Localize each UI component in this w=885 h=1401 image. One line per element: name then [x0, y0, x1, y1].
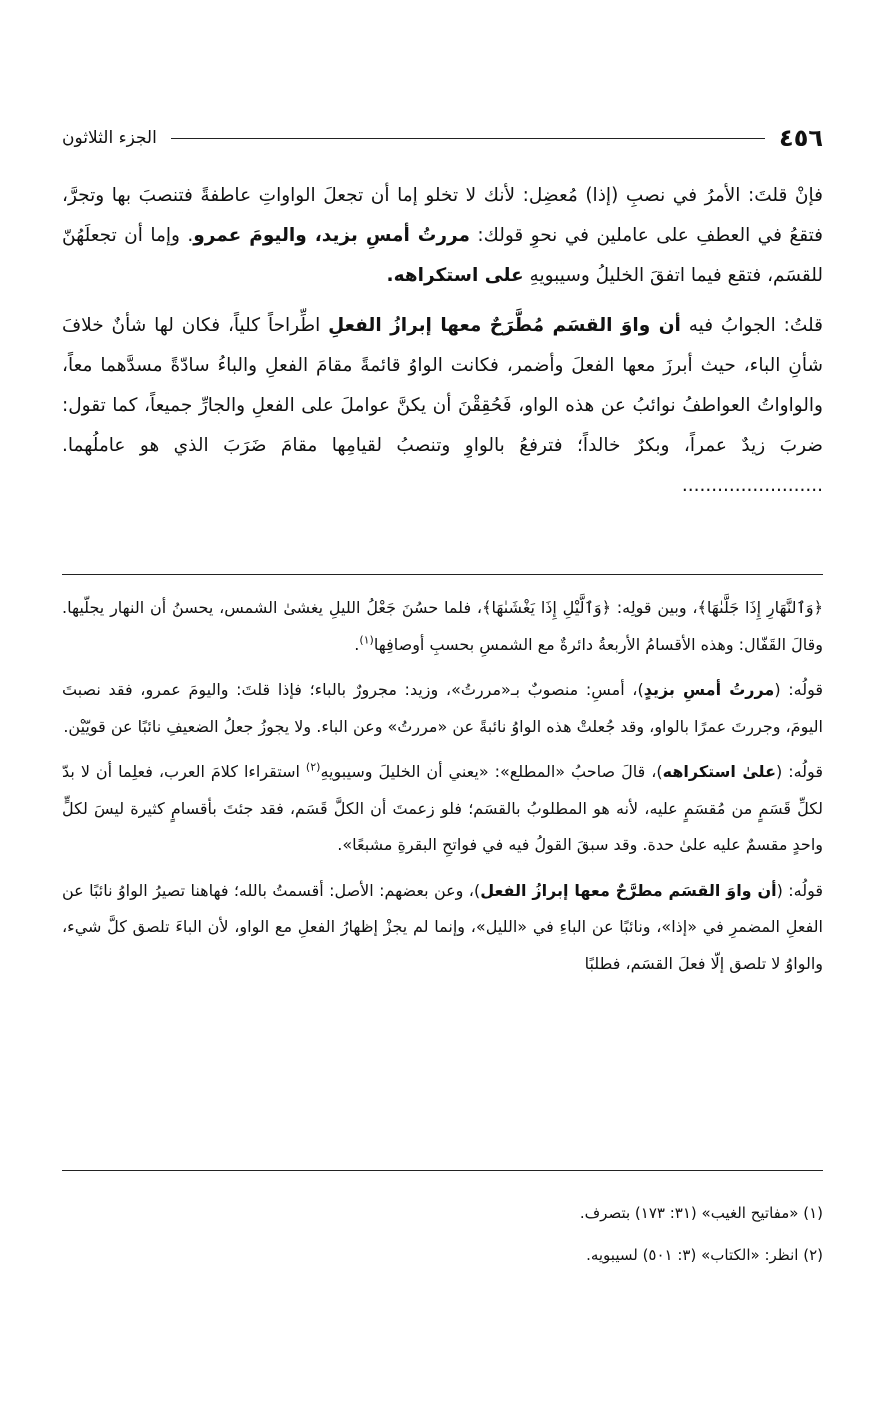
p2-bold-quote: أن واوَ القسَم مُطَّرَحٌ معها إبرازُ الفعلِ [328, 315, 681, 336]
footnote-1: (١) «مفاتيح الغيب» (٣١: ١٧٣) بتصرف. [579, 1204, 823, 1222]
footnote-2: (٢) انظر: «الكتاب» (٣: ٥٠١) لسيبويه. [586, 1246, 823, 1264]
p1-text-c: . وإما أن تجعلَهُنّ للقسَم، فتقع فيما اتفقَ الخليلُ وسيبويهِ [62, 225, 823, 286]
header-rule [171, 138, 765, 139]
c2-bold: مررتُ أمسِ بزيدٍ [643, 680, 775, 699]
c2-text-c: )، أمسِ: منصوبٌ بـ«مررتُ»، وزيد: مجرورٌ بالباء؛ فإذا قلتَ: واليومَ عمرو، فقد نصبتَ اليومَ، وجررتَ عمرًا بالواو، وقد جُعلتْ هذه الواوُ نائبةً عن «مررتُ» وعن الباء. ولا يجوزُ جعلُ الضعيفِ نائبًا عن قويّيْن. [62, 680, 823, 736]
commentary-text [62, 590, 823, 991]
footnote-ref-2: (٢) [305, 760, 321, 774]
main-paragraph-1 [62, 176, 823, 296]
commentary-paragraph-4 [62, 873, 823, 983]
c3-bold: علىٰ استكراهه [662, 762, 776, 781]
page-number: ٤٥٦ [779, 124, 823, 152]
p1-bold-istikrah: على استكراهه. [386, 265, 524, 286]
commentary-paragraph-2 [62, 672, 823, 745]
c4-text-c: )، وعن بعضهم: الأصل: أقسمتُ بالله؛ فهاهنا تصيرُ الواوُ نائبًا عن الفعلِ المضمرِ في «إذا»، ونائبًا عن الباءِ في «الليل»، وإنما لم يجزْ إظهارُ الفعلِ مع الواو، لأن الباءَ تلصق كلَّ شيء، والواوُ لا تلصق إلّا فعلَ القسَم، فطلبًا [62, 880, 823, 973]
main-text [62, 176, 823, 516]
footnotes [62, 1196, 823, 1280]
commentary-divider [62, 574, 823, 575]
p1-text-a: فإنْ قلتَ: الأمرُ في نصبِ (إذا) مُعضِل: لأنك لا تخلو إما أن تجعلَ الواواتِ عاطفةً فتنصبَ بها وتجرَّ، فتقعُ في العطفِ على عاملين في نحوِ قولك: [62, 185, 823, 246]
main-paragraph-2 [62, 306, 823, 506]
footnote-ref-1: (١) [359, 633, 374, 647]
c4-bold: أن واوَ القسَم مطرَّحٌ معها إبرازُ الفعل [480, 880, 777, 900]
p2-text-c: اطِّراحاً كلياً، فكان لها شأنٌ خلافَ شأنِ الباء، حيث أبرزَ معها الفعلَ وأضمر، فكانت الواوُ قائمةً مقامَ الفعلِ والباءُ سادّةً مسدَّهما معاً، والواواتُ العواطفُ نوائبُ عن هذه الواو، فَحُقِقْنَ أن يكنَّ عواملَ على الفعلِ والجارِّ جميعاً، كما تقول: ضربَ زيدٌ عمراً، وبكرٌ خالداً؛ فترفعُ بالواوِ وتنصبُ لقيامِها مقامَ ضَرَبَ الذي هو عاملُهما. [62, 315, 823, 456]
page-header [62, 118, 823, 158]
c3-text-a: قولُه: ( [776, 762, 823, 781]
c2-text-a: قولُه: ( [774, 680, 823, 699]
c1-text: ﴿وَٱلنَّهَارِ إِذَا جَلَّىٰهَا﴾، وبين قولِه: ﴿وَٱلَّيْلِ إِذَا يَغْشَىٰهَا﴾، فلما حسُنَ جَعْلُ الليلِ يغشىٰ الشمس، يحسنُ أن النهار يجلّيها. وقالَ القَفّال: وهذه الأقسامُ الأربعةُ دائرةٌ مع الشمسِ بحسبِ أوصافِها [62, 598, 823, 654]
p1-bold-example: مررتُ أمسِ بزيد، واليومَ عمرو [193, 225, 470, 246]
commentary-paragraph-1 [62, 590, 823, 663]
c1-end: . [354, 634, 360, 654]
c4-text-a: قولُه: ( [776, 880, 823, 900]
footnotes-divider [62, 1170, 823, 1171]
p2-dots: ........................ [681, 475, 823, 496]
commentary-paragraph-3 [62, 754, 823, 864]
p2-text-a: قلتُ: الجوابُ فيه [680, 315, 823, 336]
running-title: الجزء الثلاثون [62, 128, 157, 148]
c3-text-c: )، قالَ صاحبُ «المطلع»: «يعني أن الخليلَ وسيبويهِ [320, 762, 663, 781]
c3-text-d: استقراءا كلامَ العرب، فعلِما أن لا بدّ لكلِّ قَسَمٍ من مُقسَمٍ عليه، لأنه هو المطلوبُ بالقسَم؛ فلو زعمتَ أن الكلَّ قَسَم، فقد جئتَ بأقسامٍ كثيرة ليسَ لكلٍّ واحدٍ مقسمٌ عليه علىٰ حدة. وقد سبقَ القولُ فيه في فواتحِ البقرةِ مشبعًا». [62, 762, 823, 854]
